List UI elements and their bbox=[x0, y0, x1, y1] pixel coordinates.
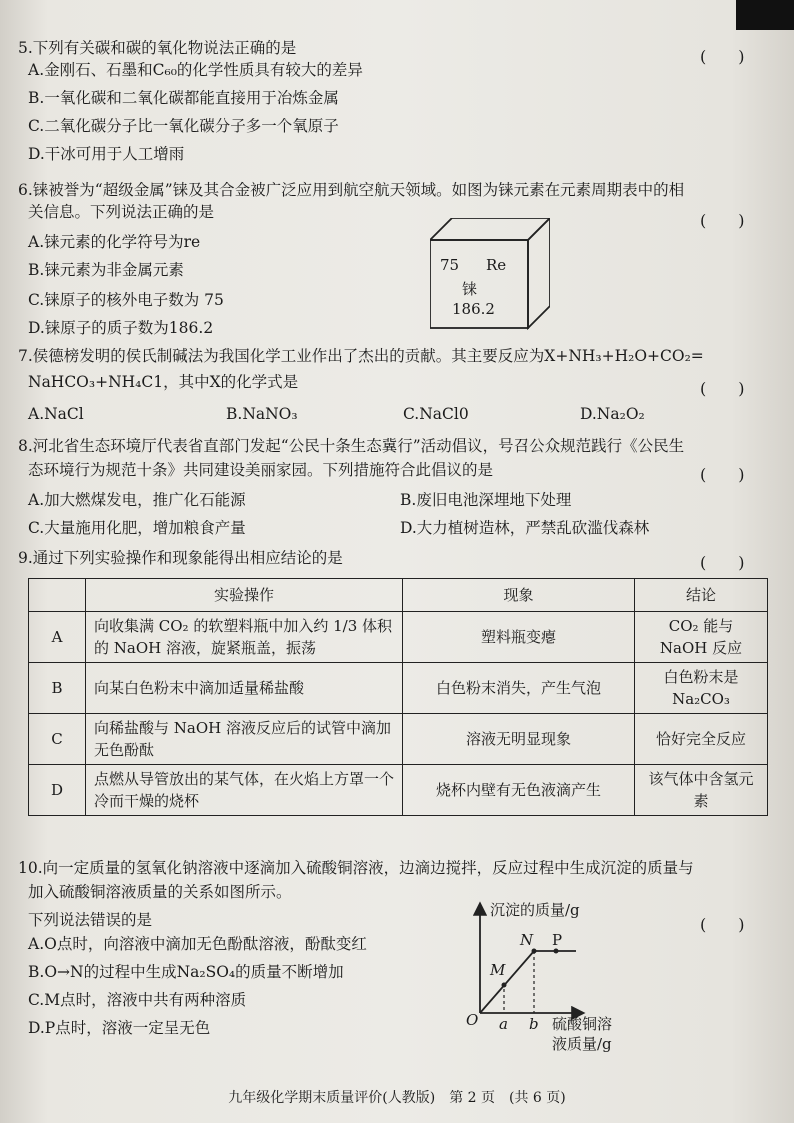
row-conclusion: CO₂ 能与 NaOH 反应 bbox=[635, 612, 768, 663]
q5-option-a: A.金刚石、石墨和C₆₀的化学性质具有较大的差异 bbox=[28, 61, 363, 79]
row-phenomenon: 白色粉末消失，产生气泡 bbox=[403, 663, 635, 714]
q10-stem-line2: 加入硫酸铜溶液质量的关系如图所示。 bbox=[28, 883, 292, 901]
q5-answer-paren[interactable]: ( ) bbox=[700, 47, 745, 66]
table-row bbox=[29, 612, 768, 663]
row-operation: 向稀盐酸与 NaOH 溶液反应后的试管中滴加无色酚酞 bbox=[86, 714, 403, 765]
q6-stem-line1: 6.铼被誉为“超级金属”铼及其合金被广泛应用到航空航天领域。如图为铼元素在元素周期表中的相 bbox=[18, 181, 685, 199]
element-symbol: Re bbox=[486, 256, 507, 274]
table-row bbox=[29, 765, 768, 816]
row-operation: 向收集满 CO₂ 的软塑料瓶中加入约 1/3 体积的 NaOH 溶液，旋紧瓶盖，振荡 bbox=[86, 612, 403, 663]
point-m bbox=[502, 983, 507, 988]
q6-answer-paren[interactable]: ( ) bbox=[700, 211, 745, 230]
q9-answer-paren[interactable]: ( ) bbox=[700, 553, 745, 572]
row-option: A bbox=[29, 612, 86, 663]
graph-p-label: P bbox=[552, 931, 563, 949]
table-header-phenomenon: 现象 bbox=[403, 579, 635, 612]
q10-option-a: A.O点时，向溶液中滴加无色酚酞溶液，酚酞变红 bbox=[28, 935, 367, 953]
graph-y-label: 沉淀的质量/g bbox=[490, 901, 580, 919]
page-footer: 九年级化学期末质量评价(人教版) 第 2 页 (共 6 页) bbox=[228, 1090, 566, 1106]
table-header-row bbox=[29, 579, 768, 612]
q8-answer-paren[interactable]: ( ) bbox=[700, 465, 745, 484]
q10-option-d: D.P点时，溶液一定呈无色 bbox=[28, 1019, 211, 1037]
q7-option-d: D.Na₂O₂ bbox=[580, 405, 645, 423]
q6-option-a: A.铼元素的化学符号为re bbox=[28, 233, 201, 251]
graph-a-label: a bbox=[499, 1015, 508, 1033]
row-conclusion: 该气体中含氢元素 bbox=[635, 765, 768, 816]
graph-m-label: M bbox=[490, 961, 506, 979]
q6-option-c: C.铼原子的核外电子数为 75 bbox=[28, 291, 224, 309]
element-name: 铼 bbox=[462, 280, 478, 298]
q9-stem: 9.通过下列实验操作和现象能得出相应结论的是 bbox=[18, 549, 343, 567]
q5-option-d: D.干冰可用于人工增雨 bbox=[28, 145, 185, 163]
q10-option-b: B.O→N的过程中生成Na₂SO₄的质量不断增加 bbox=[28, 963, 344, 981]
q9-experiment-table bbox=[28, 578, 768, 816]
element-atomic-mass: 186.2 bbox=[452, 300, 495, 318]
q7-stem-line2: NaHCO₃+NH₄C1，其中X的化学式是 bbox=[28, 373, 299, 391]
row-option: B bbox=[29, 663, 86, 714]
row-conclusion: 恰好完全反应 bbox=[635, 714, 768, 765]
q6-option-b: B.铼元素为非金属元素 bbox=[28, 261, 184, 279]
q8-option-c: C.大量施用化肥，增加粮食产量 bbox=[28, 519, 246, 537]
table-header-option bbox=[29, 579, 86, 612]
q10-answer-paren[interactable]: ( ) bbox=[700, 915, 745, 934]
q8-stem-line2: 态环境行为规范十条》共同建设美丽家园。下列措施符合此倡议的是 bbox=[28, 461, 494, 479]
precipitate-mass-graph bbox=[468, 895, 648, 1055]
row-phenomenon: 塑料瓶变瘪 bbox=[403, 612, 635, 663]
q10-option-c: C.M点时，溶液中共有两种溶质 bbox=[28, 991, 247, 1009]
q10-stem-line1: 10.向一定质量的氢氧化钠溶液中逐滴加入硫酸铜溶液，边滴边搅拌，反应过程中生成沉淀的质量与 bbox=[18, 859, 694, 877]
q8-option-b: B.废旧电池深埋地下处理 bbox=[400, 491, 572, 509]
element-atomic-number: 75 bbox=[440, 256, 460, 274]
table-header-operation: 实验操作 bbox=[86, 579, 403, 612]
q5-option-b: B.一氧化碳和二氧化碳都能直接用于冶炼金属 bbox=[28, 89, 339, 107]
row-option: C bbox=[29, 714, 86, 765]
rhenium-element-card bbox=[430, 218, 550, 330]
graph-x-label-line1: 硫酸铜溶 bbox=[552, 1015, 613, 1033]
row-phenomenon: 烧杯内壁有无色液滴产生 bbox=[403, 765, 635, 816]
graph-b-label: b bbox=[529, 1015, 539, 1033]
graph-origin-label: O bbox=[466, 1011, 479, 1029]
q6-option-d: D.铼原子的质子数为186.2 bbox=[28, 319, 214, 337]
q8-stem-line1: 8.河北省生态环境厅代表省直部门发起“公民十条生态冀行”活动倡议，号召公众规范践行《公民生 bbox=[18, 437, 685, 455]
q7-option-a: A.NaCl bbox=[28, 405, 84, 423]
q7-option-b: B.NaNO₃ bbox=[226, 405, 298, 423]
point-n bbox=[532, 949, 537, 954]
q7-answer-paren[interactable]: ( ) bbox=[700, 379, 745, 398]
q10-stem-line3: 下列说法错误的是 bbox=[28, 911, 153, 929]
q7-stem-line1: 7.侯德榜发明的侯氏制碱法为我国化学工业作出了杰出的贡献。其主要反应为X+NH₃+H₂O+CO₂= bbox=[18, 347, 704, 365]
row-conclusion: 白色粉末是 Na₂CO₃ bbox=[635, 663, 768, 714]
q8-option-d: D.大力植树造林，严禁乱砍滥伐森林 bbox=[400, 519, 650, 537]
table-row bbox=[29, 714, 768, 765]
corner-registration-mark bbox=[736, 0, 794, 30]
table-header-conclusion: 结论 bbox=[635, 579, 768, 612]
q5-option-c: C.二氧化碳分子比一氧化碳分子多一个氧原子 bbox=[28, 117, 339, 135]
row-option: D bbox=[29, 765, 86, 816]
row-operation: 向某白色粉末中滴加适量稀盐酸 bbox=[86, 663, 403, 714]
point-p bbox=[554, 949, 559, 954]
table-row bbox=[29, 663, 768, 714]
row-operation: 点燃从导管放出的某气体，在火焰上方罩一个冷而干燥的烧杯 bbox=[86, 765, 403, 816]
q5-stem: 5.下列有关碳和碳的氧化物说法正确的是 bbox=[18, 39, 297, 57]
row-phenomenon: 溶液无明显现象 bbox=[403, 714, 635, 765]
graph-n-label: N bbox=[520, 931, 534, 949]
q6-stem-line2: 关信息。下列说法正确的是 bbox=[28, 203, 215, 221]
curve-rising bbox=[480, 951, 534, 1013]
graph-x-label-line2: 液质量/g bbox=[552, 1035, 612, 1053]
q8-option-a: A.加大燃煤发电，推广化石能源 bbox=[28, 491, 246, 509]
q7-option-c: C.NaCl0 bbox=[403, 405, 469, 423]
